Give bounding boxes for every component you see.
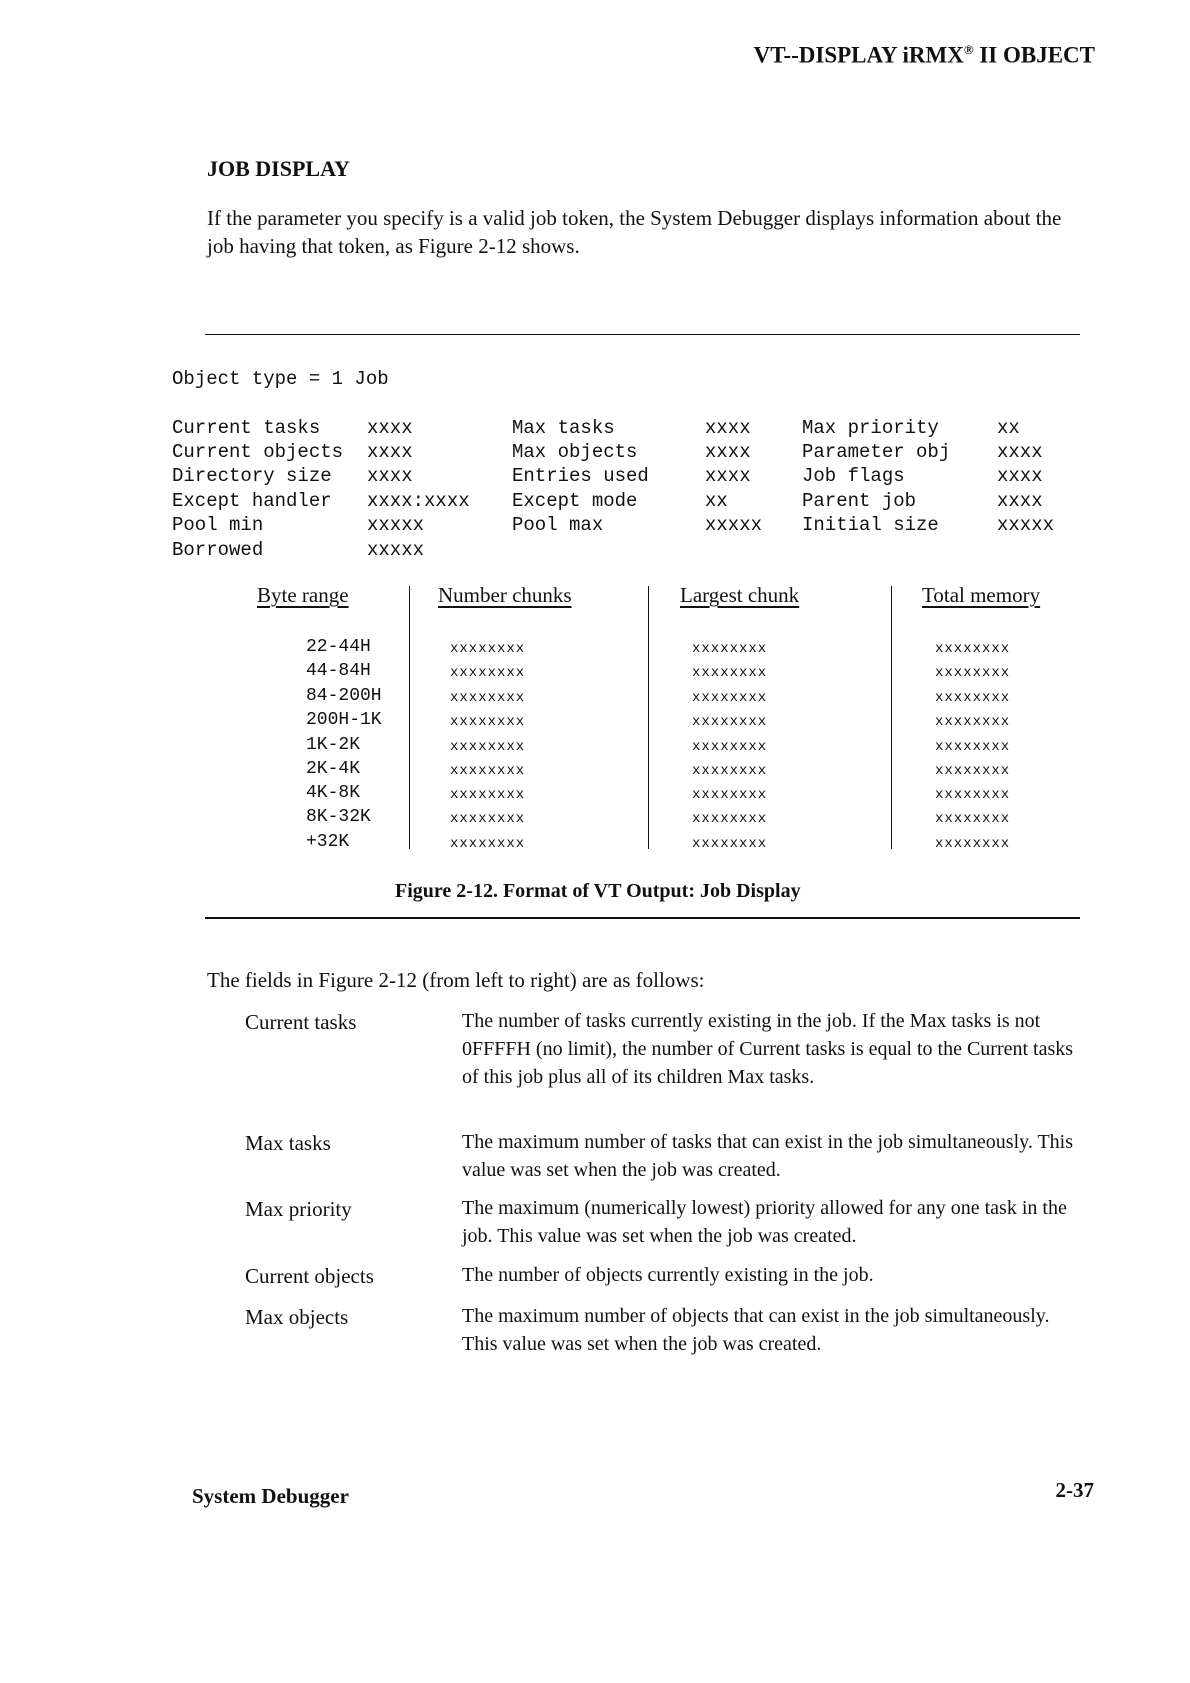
figure-bottom-rule — [205, 917, 1080, 919]
definition-description: The number of objects currently existing in the job. — [462, 1264, 874, 1286]
field-value: xxxx — [997, 441, 1043, 463]
running-header — [754, 42, 1095, 69]
table-cell-range: 200H-1K — [306, 710, 382, 730]
header-title-suffix: II OBJECT — [973, 42, 1095, 68]
table-cell: xxxxxxxx — [692, 739, 768, 755]
table-cell: xxxxxxxx — [935, 641, 1011, 657]
field-value: xxxx — [997, 490, 1043, 512]
table-cell: xxxxxxxx — [450, 811, 526, 827]
table-cell: xxxxxxxx — [692, 836, 768, 852]
field-label: Parent job — [802, 490, 917, 512]
field-label: Max priority — [802, 417, 939, 439]
table-cell: xxxxxxxx — [692, 763, 768, 779]
field-value: xxxx — [367, 441, 413, 463]
field-label: Except mode — [512, 490, 638, 512]
field-label: Pool min — [172, 514, 264, 536]
table-cell: xxxxxxxx — [450, 641, 526, 657]
section-title: JOB DISPLAY — [207, 156, 350, 181]
fields-intro: The fields in Figure 2-12 (from left to right) are as follows: — [207, 968, 705, 992]
table-cell: xxxxxxxx — [450, 787, 526, 803]
field-value: xxxxx — [367, 539, 425, 561]
table-header: Total memory — [922, 583, 1041, 607]
definition-term: Current tasks — [245, 1010, 357, 1034]
field-label: Except handler — [172, 490, 332, 512]
table-header: Number chunks — [438, 583, 572, 607]
definition-description: The maximum number of tasks that can exist in the job simultaneously. This value was set when the job was created. — [462, 1131, 1074, 1181]
footer-title: System Debugger — [192, 1484, 349, 1508]
field-label: Current objects — [172, 441, 344, 463]
table-cell: xxxxxxxx — [692, 714, 768, 730]
field-value: xx — [997, 417, 1020, 439]
column-divider — [891, 586, 892, 849]
field-value: xxxxx — [367, 514, 425, 536]
column-divider — [648, 586, 649, 849]
field-value: xxxx — [367, 465, 413, 487]
field-label: Directory size — [172, 465, 332, 487]
table-cell: xxxxxxxx — [935, 763, 1011, 779]
field-label: Entries used — [512, 465, 649, 487]
table-cell: xxxxxxxx — [450, 690, 526, 706]
table-cell: xxxxxxxx — [692, 641, 768, 657]
field-value: xxxx — [367, 417, 413, 439]
field-label: Max objects — [512, 441, 638, 463]
table-cell: xxxxxxxx — [935, 787, 1011, 803]
table-cell: xxxxxxxx — [450, 665, 526, 681]
definition-term: Max tasks — [245, 1131, 331, 1155]
field-label: Pool max — [512, 514, 604, 536]
registered-mark: ® — [963, 42, 974, 57]
field-value: xxxx — [705, 441, 751, 463]
definition-term: Max objects — [245, 1305, 349, 1329]
table-cell: xxxxxxxx — [450, 714, 526, 730]
field-value: xxxx — [705, 417, 751, 439]
intro-paragraph: If the parameter you specify is a valid job token, the System Debugger displays information about the job having that token, as Figure 2-12 shows. — [207, 206, 1062, 258]
table-cell: xxxxxxxx — [935, 836, 1011, 852]
table-cell-range: 44-84H — [306, 661, 371, 681]
field-label: Initial size — [802, 514, 939, 536]
field-value: xxxxx — [997, 514, 1055, 536]
table-cell: xxxxxxxx — [692, 690, 768, 706]
table-cell-range: 8K-32K — [306, 807, 371, 827]
table-cell-range: 2K-4K — [306, 759, 361, 779]
header-title-prefix: VT--DISPLAY iRMX — [753, 42, 964, 68]
table-cell-range: 1K-2K — [306, 735, 361, 755]
table-header: Byte range — [257, 583, 349, 607]
field-label: Job flags — [802, 465, 905, 487]
field-value: xxxxx — [705, 514, 763, 536]
table-cell: xxxxxxxx — [935, 739, 1011, 755]
field-value: xxxx:xxxx — [367, 490, 470, 512]
field-label: Borrowed — [172, 539, 264, 561]
field-label: Parameter obj — [802, 441, 951, 463]
field-value: xx — [705, 490, 728, 512]
figure-top-rule — [205, 334, 1080, 335]
table-cell: xxxxxxxx — [450, 836, 526, 852]
table-cell: xxxxxxxx — [935, 811, 1011, 827]
object-type-line: Object type = 1 Job — [172, 368, 389, 390]
definition-term: Current objects — [245, 1264, 374, 1288]
table-cell: xxxxxxxx — [692, 811, 768, 827]
figure-caption: Figure 2-12. Format of VT Output: Job Display — [395, 880, 801, 902]
definition-term: Max priority — [245, 1197, 352, 1221]
field-label: Current tasks — [172, 417, 321, 439]
table-cell: xxxxxxxx — [935, 714, 1011, 730]
table-cell-range: 84-200H — [306, 686, 382, 706]
column-divider — [409, 586, 410, 849]
table-cell: xxxxxxxx — [450, 739, 526, 755]
table-cell: xxxxxxxx — [450, 763, 526, 779]
table-cell-range: +32K — [306, 832, 350, 852]
table-cell: xxxxxxxx — [935, 665, 1011, 681]
table-cell: xxxxxxxx — [692, 787, 768, 803]
table-cell-range: 4K-8K — [306, 783, 361, 803]
page-number: 2-37 — [1055, 1478, 1094, 1502]
definition-description: The maximum (numerically lowest) priority allowed for any one task in the job. This value was set when the job was created. — [462, 1197, 1067, 1247]
table-header: Largest chunk — [680, 583, 800, 607]
table-cell: xxxxxxxx — [935, 690, 1011, 706]
table-cell: xxxxxxxx — [692, 665, 768, 681]
field-value: xxxx — [997, 465, 1043, 487]
definition-description: The maximum number of objects that can exist in the job simultaneously. This value was set when the job was created. — [462, 1305, 1050, 1355]
definition-description: The number of tasks currently existing in the job. If the Max tasks is not 0FFFFH (no limit), the number of Current tasks is equal to the Current tasks of this job plus all of its children Max tasks. — [462, 1010, 1074, 1088]
table-cell-range: 22-44H — [306, 637, 371, 657]
field-value: xxxx — [705, 465, 751, 487]
field-label: Max tasks — [512, 417, 615, 439]
